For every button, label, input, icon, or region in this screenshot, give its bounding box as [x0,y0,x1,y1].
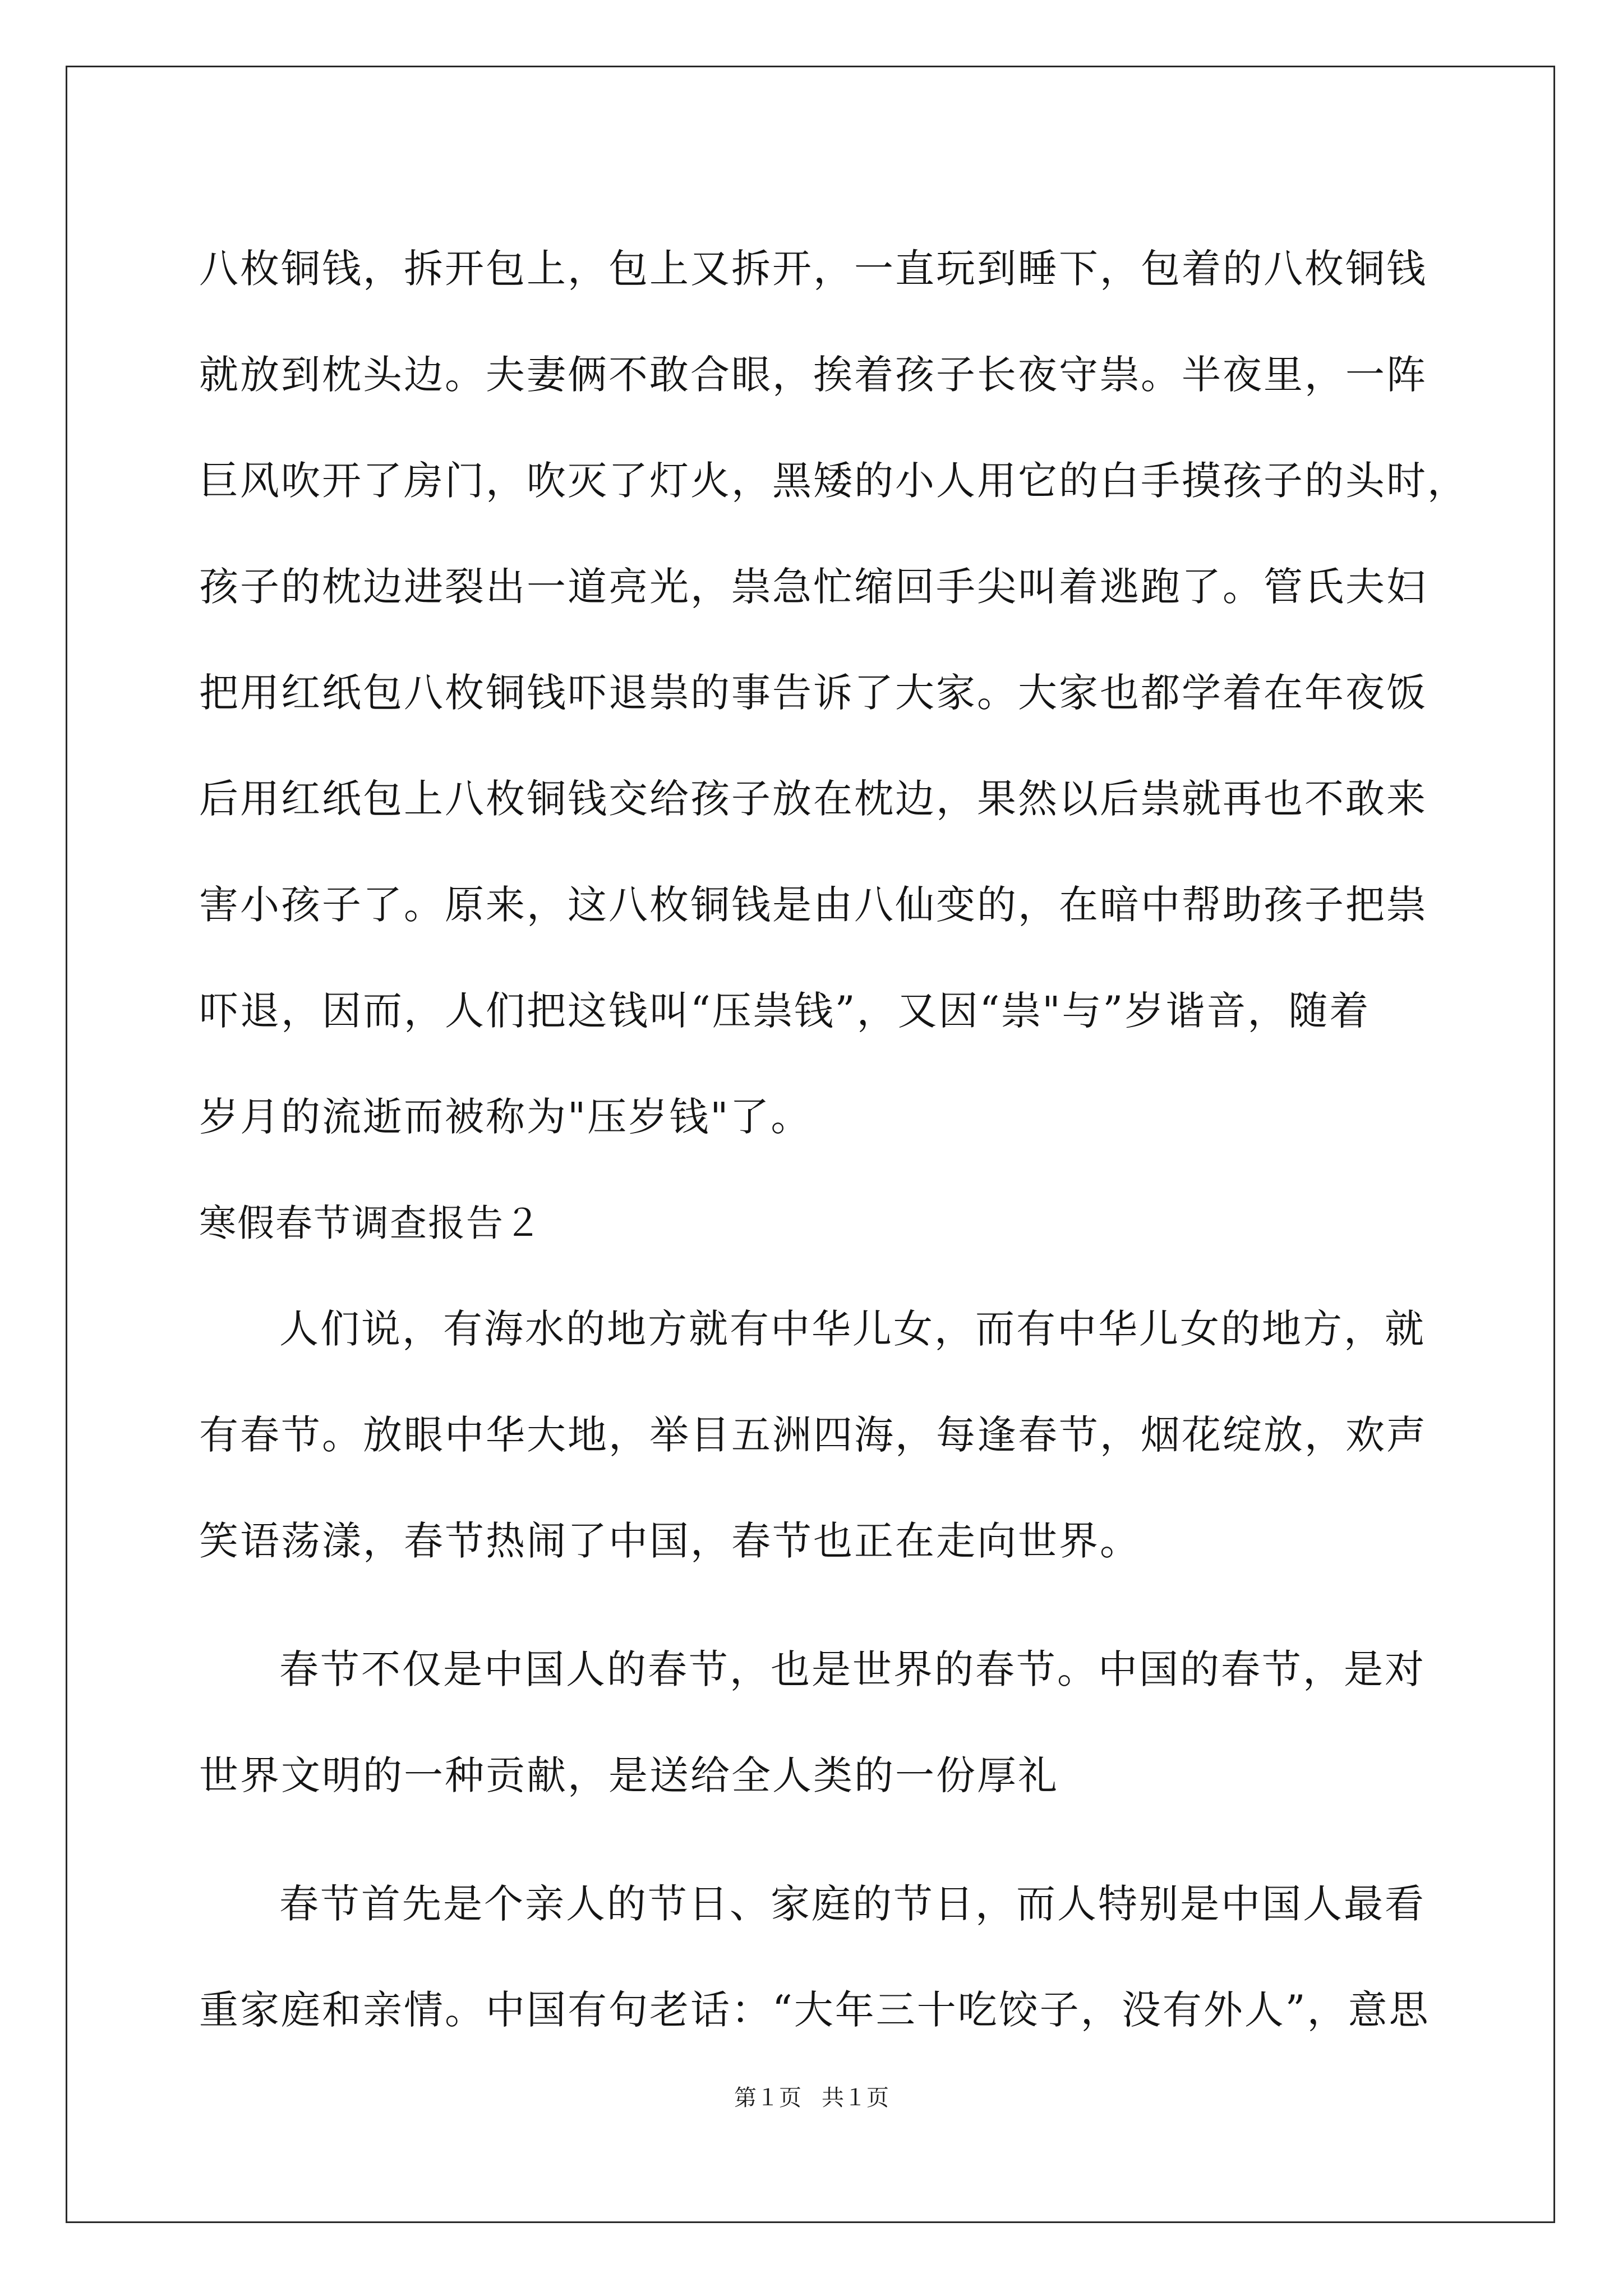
text-line: 八枚铜钱，拆开包上，包上又拆开，一直玩到睡下，包着的八枚铜钱 [199,246,1427,292]
text-line: 世界文明的一种贡献，是送给全人类的一份厚礼 [199,1752,1059,1798]
paragraph [199,216,1468,1170]
text-line: 后用红纸包上八枚铜钱交给孩子放在枕边，果然以后祟就再也不敢来 [199,776,1427,822]
page-total: 共１页 [822,2085,889,2111]
page-footer [0,2081,1623,2115]
paragraph [199,1617,1426,1829]
text-line: 人们说，有海水的地方就有中华儿女，而有中华儿女的地方，就 [279,1306,1426,1352]
text-line: 重家庭和亲情。中国有句老话：“大年三十吃饺子，没有外人”，意思 [199,1987,1430,2033]
section-heading: 寒假春节调查报告２ [199,1202,542,1245]
text-line: 笑语荡漾，春节热闹了中国，春节也正在走向世界。 [199,1518,1141,1564]
paragraph [199,1851,1430,2063]
text-line: 就放到枕头边。夫妻俩不敢合眼，挨着孩子长夜守祟。半夜里，一阵 [199,352,1427,398]
document-body [199,216,1468,2063]
paragraph [199,1276,1427,1594]
text-line: 春节首先是个亲人的节日、家庭的节日，而人特别是中国人最看 [279,1881,1426,1927]
text-line: 有春节。放眼中华大地，举目五洲四海，每逢春节，烟花绽放，欢声 [199,1412,1427,1458]
page-number: 第１页 [734,2085,801,2111]
text-line: 吓退，因而，人们把这钱叫“压祟钱”，又因“祟"与”岁谐音，随着 [199,988,1371,1034]
text-line: 巨风吹开了房门，吹灭了灯火，黑矮的小人用它的白手摸孩子的头时， [199,458,1468,504]
text-line: 岁月的流逝而被称为"压岁钱"了。 [199,1094,812,1140]
text-line: 春节不仅是中国人的春节，也是世界的春节。中国的春节，是对 [279,1646,1426,1692]
text-line: 害小孩子了。原来，这八枚铜钱是由八仙变的，在暗中帮助孩子把祟 [199,882,1427,928]
text-line: 把用红纸包八枚铜钱吓退祟的事告诉了大家。大家也都学着在年夜饭 [199,670,1427,716]
text-line: 孩子的枕边进裂出一道亮光，祟急忙缩回手尖叫着逃跑了。管氏夫妇 [199,564,1427,610]
